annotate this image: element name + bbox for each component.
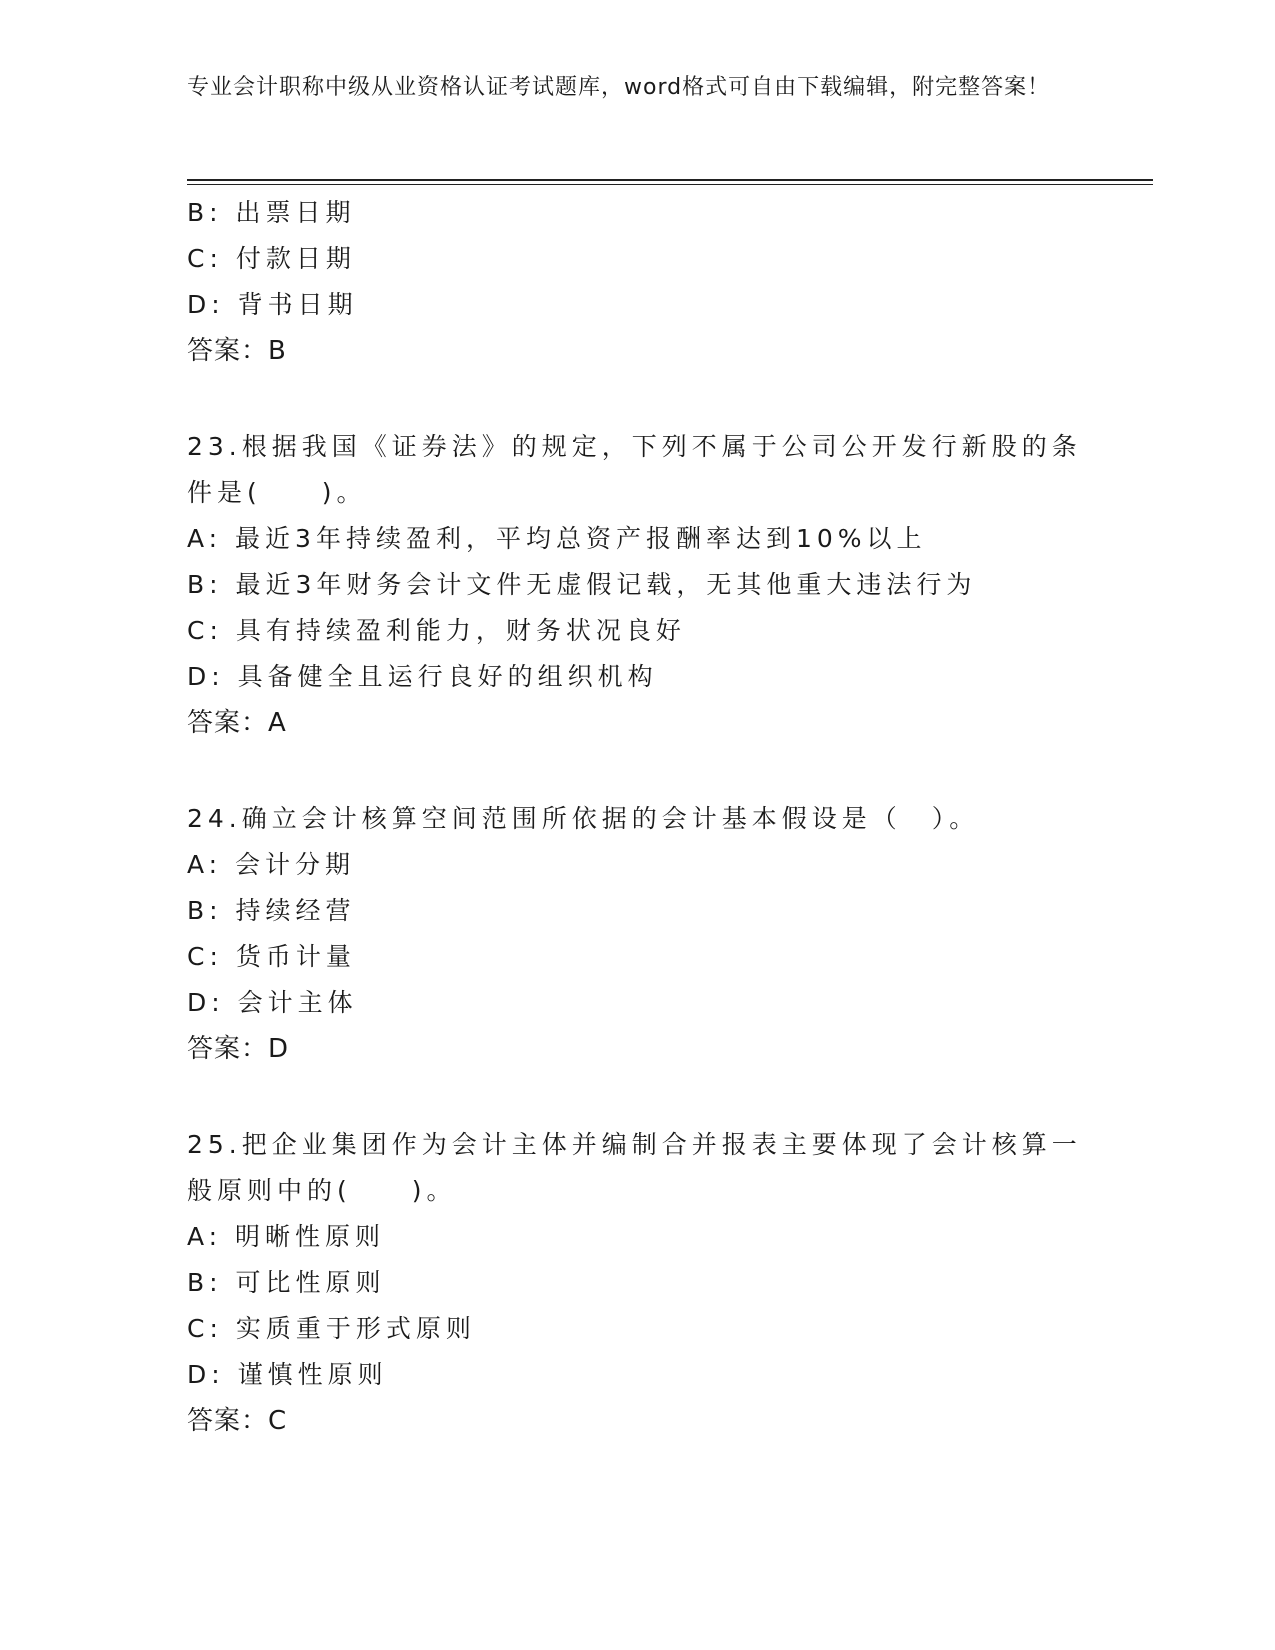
answer-line: 答案：C xyxy=(187,1406,288,1436)
option-a: A: 最近3年持续盈利，平均总资产报酬率达到10%以上 xyxy=(187,524,927,553)
option-c: C: 实质重于形式原则 xyxy=(187,1314,476,1343)
option-d: D: 背书日期 xyxy=(187,290,358,319)
spacer xyxy=(187,374,1147,424)
option-b: B: 可比性原则 xyxy=(187,1268,386,1297)
question-text: 24.确立会计核算空间范围所依据的会计基本假设是（ ）。 xyxy=(187,804,980,833)
option-c: C: 具有持续盈利能力，财务状况良好 xyxy=(187,616,686,645)
question-text: 25.把企业集团作为会计主体并编制合并报表主要体现了会计核算一般原则中的( )。 xyxy=(187,1130,1082,1205)
option-b: B: 最近3年财务会计文件无虚假记载，无其他重大违法行为 xyxy=(187,570,977,599)
question-23 xyxy=(187,424,1147,746)
question-list xyxy=(187,190,1147,1444)
spacer xyxy=(187,1072,1147,1122)
question-25 xyxy=(187,1122,1147,1444)
header-rule-thick xyxy=(187,179,1153,181)
answer-line: 答案：A xyxy=(187,708,287,738)
option-d: D: 具备健全且运行良好的组织机构 xyxy=(187,662,658,691)
question-text: 23.根据我国《证券法》的规定，下列不属于公司公开发行新股的条件是( )。 xyxy=(187,432,1082,507)
answer-line: 答案：D xyxy=(187,1034,290,1064)
option-a: A: 会计分期 xyxy=(187,850,356,879)
header-rule-thin xyxy=(187,184,1153,185)
option-c: C: 付款日期 xyxy=(187,244,356,273)
spacer xyxy=(187,746,1147,796)
question-24 xyxy=(187,796,1147,1072)
answer-line: 答案：B xyxy=(187,336,287,366)
option-c: C: 货币计量 xyxy=(187,942,356,971)
option-b: B: 出票日期 xyxy=(187,198,356,227)
page-header: 专业会计职称中级从业资格认证考试题库，word格式可自由下载编辑，附完整答案！ xyxy=(187,75,1051,100)
question-22-continuation xyxy=(187,190,1147,374)
option-d: D: 会计主体 xyxy=(187,988,358,1017)
option-d: D: 谨慎性原则 xyxy=(187,1360,388,1389)
option-b: B: 持续经营 xyxy=(187,896,356,925)
option-a: A: 明晰性原则 xyxy=(187,1222,386,1251)
